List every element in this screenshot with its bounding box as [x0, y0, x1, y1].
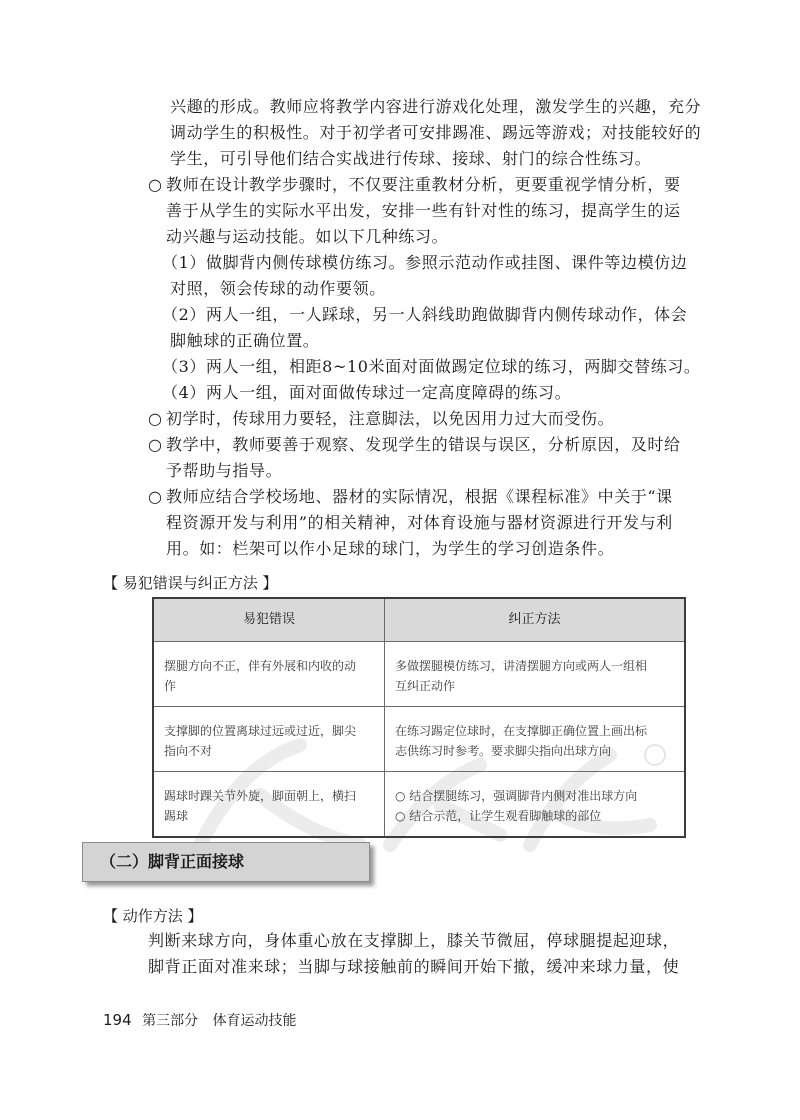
exercise-list	[162, 250, 724, 406]
text-line: 动兴趣与运动技能。如以下几种练习。	[166, 227, 449, 246]
error-cell: 支撑脚的位置离球过远或过近，脚尖 指向不对	[153, 707, 385, 772]
intro-paragraph	[130, 94, 702, 172]
circle-bullet-icon: ○	[148, 409, 163, 428]
method-paragraph	[148, 928, 710, 980]
error-cell: 摆腿方向不正，伴有外展和内收的动 作	[153, 642, 385, 707]
exercise-item-cont: 脚触球的正确位置。	[170, 331, 320, 350]
table-row	[153, 642, 685, 707]
exercise-item: （1）做脚背内侧传球模仿练习。参照示范动作或挂图、课件等边模仿边	[162, 253, 688, 272]
exercise-item-cont: 对照，领会传球的动作要领。	[170, 279, 386, 298]
fix-cell: 在练习踢定位球时，在支撑脚正确位置上画出标 志供练习时参考。要求脚尖指向出球方向	[385, 707, 686, 772]
footer-part: 第三部分	[142, 1013, 199, 1029]
text-line: 善于从学生的实际水平出发，安排一些有针对性的练习，提高学生的运	[166, 201, 681, 220]
fix-cell: ○ 结合摆腿练习，强调脚背内侧对准出球方向 ○ 结合示范，让学生观看脚触球的部位	[385, 772, 686, 838]
circle-bullet-icon: ○	[148, 175, 163, 194]
page-footer	[103, 1010, 297, 1030]
errors-table	[152, 597, 686, 838]
errors-heading: 【 易犯错误与纠正方法 】	[103, 574, 278, 592]
footer-chapter: 体育运动技能	[212, 1013, 297, 1029]
tips-bullets	[148, 406, 710, 562]
fix-cell: 多做摆腿模仿练习，讲清摆腿方向或两人一组相 互纠正动作	[385, 642, 686, 707]
error-cell: 踢球时踝关节外旋，脚面朝上，横扫 踢球	[153, 772, 385, 838]
text-line: 教学中，教师要善于观察、发现学生的错误与误区，分析原因，及时给	[166, 435, 681, 454]
table-header-fix: 纠正方法	[385, 598, 686, 642]
text-line: 学生，可引导他们结合实战进行传球、接球、射门的综合性练习。	[170, 149, 652, 168]
text-line: 调动学生的积极性。对于初学者可安排踢准、踢远等游戏；对技能较好的	[170, 123, 702, 142]
table-row	[153, 707, 685, 772]
exercise-item: （2）两人一组，一人踩球，另一人斜线助跑做脚背内侧传球动作，体会	[162, 305, 688, 324]
method-heading: 【 动作方法 】	[103, 907, 203, 925]
text-line: 初学时，传球用力要轻，注意脚法，以免因用力过大而受伤。	[166, 409, 615, 428]
text-line: 用。如：栏架可以作小足球的球门，为学生的学习创造条件。	[166, 539, 615, 558]
text-line: 脚背正面对准来球；当脚与球接触前的瞬间开始下撤，缓冲来球力量，使	[148, 957, 680, 976]
text-line: 程资源开发与利用”的相关精神，对体育设施与器材资源进行开发与利	[166, 513, 673, 532]
text-line: 兴趣的形成。教师应将教学内容进行游戏化处理，激发学生的兴趣，充分	[170, 97, 702, 116]
text-line: 教师在设计教学步骤时，不仅要注重教材分析，更要重视学情分析，要	[166, 175, 681, 194]
teaching-steps-bullet	[148, 172, 710, 250]
circle-bullet-icon: ○	[148, 487, 163, 506]
circle-bullet-icon: ○	[148, 435, 163, 454]
section-title: （二）脚背正面接球	[100, 852, 245, 871]
text-line: 予帮助与指导。	[166, 461, 283, 480]
exercise-item: （4）两人一组，面对面做传球过一定高度障碍的练习。	[162, 383, 572, 402]
exercise-item: （3）两人一组，相距8~10米面对面做踢定位球的练习，两脚交替练习。	[162, 357, 701, 376]
text-line: 教师应结合学校场地、器材的实际情况，根据《课程标准》中关于“课	[166, 487, 673, 506]
page-number: 194	[103, 1011, 132, 1029]
text-line: 判断来球方向，身体重心放在支撑脚上，膝关节微屈，停球腿提起迎球，	[148, 931, 680, 950]
table-row	[153, 772, 685, 838]
table-header-error: 易犯错误	[153, 598, 385, 642]
